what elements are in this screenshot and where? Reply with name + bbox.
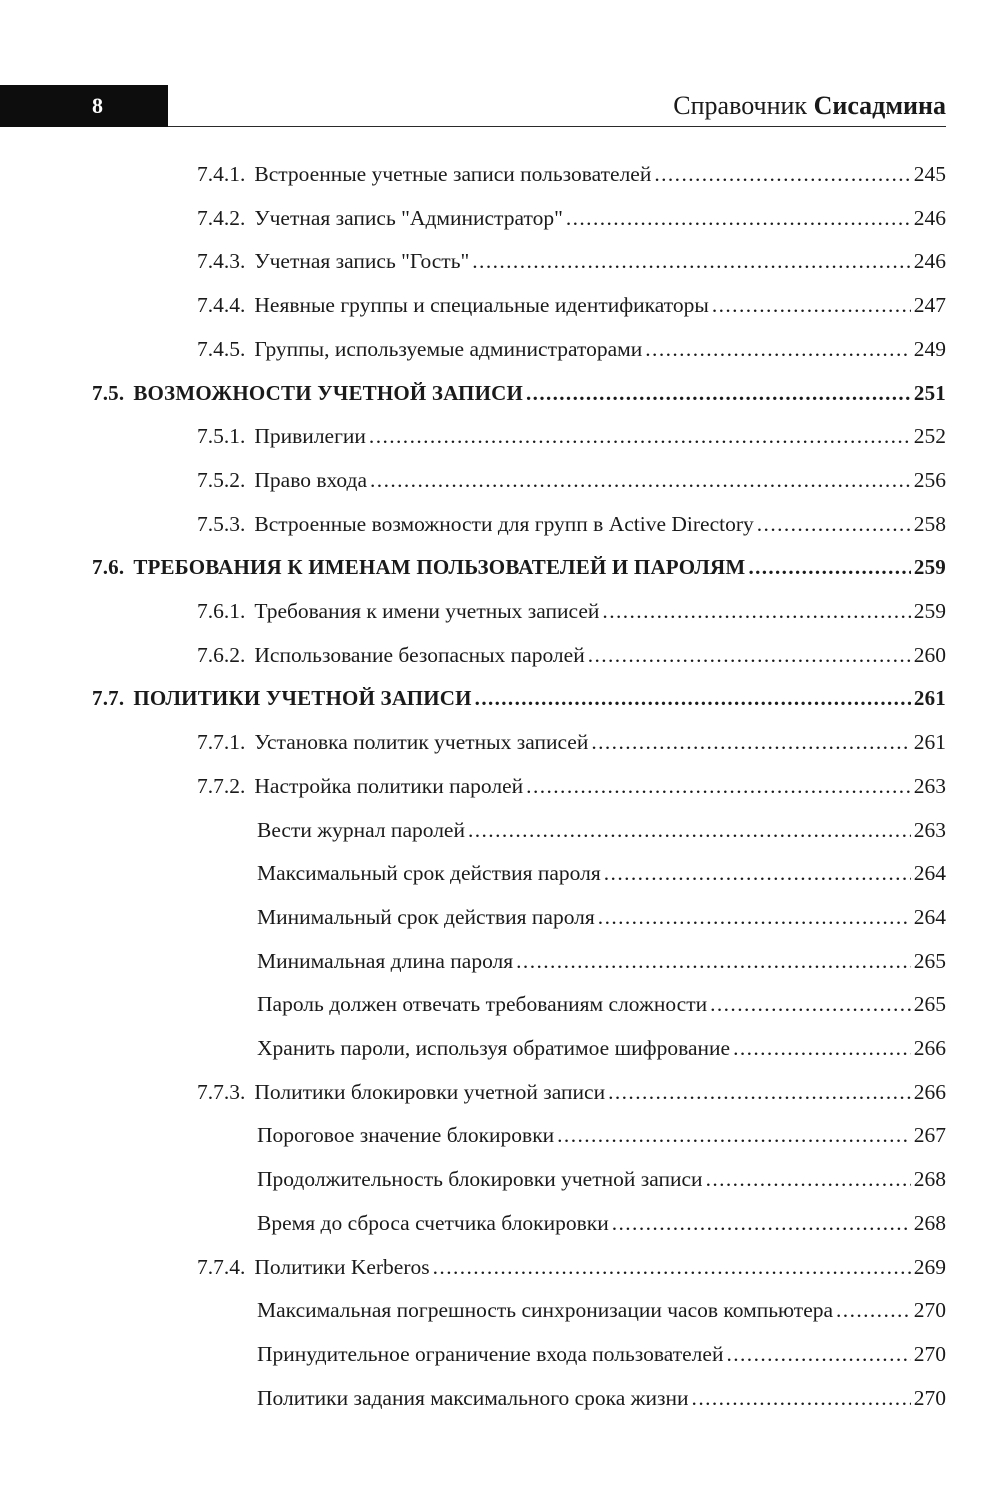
toc-entry-title: ПОЛИТИКИ УЧЕТНОЙ ЗАПИСИ xyxy=(133,686,472,711)
toc-item-entry xyxy=(257,1296,946,1324)
toc-dot-leader xyxy=(712,291,911,319)
toc-section-entry xyxy=(92,379,946,407)
toc-entry-page: 267 xyxy=(913,1123,946,1148)
toc-dot-leader xyxy=(710,990,911,1018)
toc-subsection-entry xyxy=(197,597,946,625)
toc-entry-number: 7.6.2. xyxy=(197,642,246,667)
toc-entry-page: 268 xyxy=(913,1210,946,1235)
toc-dot-leader xyxy=(557,1121,911,1149)
toc-dot-leader xyxy=(612,1209,911,1237)
toc-entry-title: Привилегии xyxy=(254,424,366,449)
toc-dot-leader xyxy=(369,422,911,450)
toc-subsection-entry xyxy=(197,335,946,363)
toc-entry-page: 269 xyxy=(913,1254,946,1279)
toc-subsection-entry xyxy=(197,1078,946,1106)
toc-subsection-entry xyxy=(197,641,946,669)
toc-subsection-entry xyxy=(197,510,946,538)
toc-dot-leader xyxy=(706,1165,911,1193)
toc-dot-leader xyxy=(645,335,910,363)
toc-entry-page: 245 xyxy=(913,162,946,186)
toc-entry-title: Максимальная погрешность синхронизации часов компьютера xyxy=(257,1298,834,1323)
toc-entry-page: 261 xyxy=(913,730,946,755)
toc-entry-page: 247 xyxy=(913,293,946,318)
toc-entry-number: 7.4.1. xyxy=(197,162,246,186)
toc-entry-title: Принудительное ограничение входа пользователей xyxy=(257,1341,724,1366)
toc-dot-leader xyxy=(526,772,911,800)
toc-item-entry xyxy=(257,1209,946,1237)
toc-dot-leader xyxy=(591,728,910,756)
toc-dot-leader xyxy=(588,641,911,669)
toc-entry-title: Продолжительность блокировки учетной записи xyxy=(257,1167,703,1192)
toc-item-entry xyxy=(257,903,946,931)
toc-entry-title: Хранить пароли, используя обратимое шифрование xyxy=(257,1036,731,1060)
toc-entry-page: 265 xyxy=(913,948,946,973)
toc-subsection-entry xyxy=(197,204,946,232)
toc-entry-page: 252 xyxy=(913,424,946,449)
toc-entry-page: 261 xyxy=(913,686,946,711)
toc-entry-title: Минимальный срок действия пароля xyxy=(257,904,595,929)
toc-entry-title: Минимальная длина пароля xyxy=(257,948,514,973)
toc-entry-page: 251 xyxy=(913,380,946,405)
toc-section-entry xyxy=(92,684,946,712)
toc-entry-title: Политики блокировки учетной записи xyxy=(254,1079,606,1104)
toc-item-entry xyxy=(257,1384,946,1412)
toc-entry-page: 263 xyxy=(913,817,946,842)
toc-entry-title: Право входа xyxy=(254,467,368,492)
toc-subsection-entry xyxy=(197,291,946,319)
toc-item-entry xyxy=(257,1034,946,1062)
toc-entry-page: 258 xyxy=(913,511,946,536)
toc-entry-number: 7.7.2. xyxy=(197,773,246,798)
toc-dot-leader xyxy=(516,947,911,975)
toc-item-entry xyxy=(257,1121,946,1149)
toc-entry-title: Группы, используемые администраторами xyxy=(254,336,643,361)
toc-dot-leader xyxy=(566,204,911,232)
toc-dot-leader xyxy=(608,1078,911,1106)
toc-entry-page: 259 xyxy=(913,555,946,580)
toc-dot-leader xyxy=(472,247,910,275)
toc-entry-page: 249 xyxy=(913,336,946,361)
toc-dot-leader xyxy=(433,1253,911,1281)
toc-dot-leader xyxy=(602,597,910,625)
toc-entry-number: 7.4.4. xyxy=(197,293,246,318)
toc-entry-page: 259 xyxy=(913,599,946,623)
toc-item-entry xyxy=(257,1165,946,1193)
toc-entry-page: 264 xyxy=(913,904,946,929)
toc-entry-page: 263 xyxy=(913,773,946,798)
toc-entry-title: Встроенные учетные записи пользователей xyxy=(254,162,652,186)
toc-item-entry xyxy=(257,947,946,975)
toc-entry-page: 246 xyxy=(913,249,946,274)
toc-subsection-entry xyxy=(197,728,946,756)
toc-item-entry xyxy=(257,1340,946,1368)
toc-entry-title: Неявные группы и специальные идентификаторы xyxy=(254,293,709,318)
toc-subsection-entry xyxy=(197,466,946,494)
toc-dot-leader xyxy=(726,1340,910,1368)
toc-entry-page: 270 xyxy=(913,1341,946,1366)
toc-entry-title: ТРЕБОВАНИЯ К ИМЕНАМ ПОЛЬЗОВАТЕЛЕЙ И ПАРОЛЯМ xyxy=(133,555,746,580)
toc-dot-leader xyxy=(748,553,910,581)
toc-entry-number: 7.5.2. xyxy=(197,467,246,492)
toc-dot-leader xyxy=(526,379,911,407)
toc-entry-page: 270 xyxy=(913,1298,946,1323)
toc-entry-title: Настройка политики паролей xyxy=(254,773,524,798)
toc-entry-number: 7.7. xyxy=(92,686,125,711)
toc-dot-leader xyxy=(836,1296,911,1324)
book-title-bold: Сисадмина xyxy=(813,91,946,120)
toc-entry-number: 7.5. xyxy=(92,380,125,405)
toc-entry-number: 7.5.3. xyxy=(197,511,246,536)
toc-entry-page: 260 xyxy=(913,642,946,667)
toc-section-entry xyxy=(92,553,946,581)
toc-entry-number: 7.4.2. xyxy=(197,205,246,230)
toc-subsection-entry xyxy=(197,160,946,188)
toc-entry-title: ВОЗМОЖНОСТИ УЧЕТНОЙ ЗАПИСИ xyxy=(133,380,524,405)
toc-subsection-entry xyxy=(197,422,946,450)
toc-dot-leader xyxy=(757,510,911,538)
toc-entry-page: 266 xyxy=(913,1036,946,1060)
toc-entry-number: 7.6. xyxy=(92,555,125,580)
toc-entry-title: Пароль должен отвечать требованиям сложности xyxy=(257,992,708,1017)
toc-entry-page: 246 xyxy=(913,205,946,230)
toc-entry-title: Учетная запись "Гость" xyxy=(254,249,470,274)
toc-subsection-entry xyxy=(197,247,946,275)
toc-entry-page: 265 xyxy=(913,992,946,1017)
toc-entry-number: 7.7.1. xyxy=(197,730,246,755)
toc-entry-page: 268 xyxy=(913,1167,946,1192)
toc-entry-title: Политики Kerberos xyxy=(254,1254,430,1279)
toc-entry-title: Встроенные возможности для групп в Active Directory xyxy=(254,511,754,536)
book-title-regular: Справочник xyxy=(673,91,814,120)
toc-dot-leader xyxy=(692,1384,911,1412)
toc-entry-title: Максимальный срок действия пароля xyxy=(257,861,601,886)
toc-subsection-entry xyxy=(197,772,946,800)
toc-entry-title: Вести журнал паролей xyxy=(257,817,465,842)
toc-item-entry xyxy=(257,816,946,844)
toc-entry-number: 7.4.5. xyxy=(197,336,246,361)
toc-dot-leader xyxy=(733,1034,911,1062)
toc-entry-page: 266 xyxy=(913,1079,946,1104)
toc-entry-title: Требования к имени учетных записей xyxy=(254,599,600,623)
toc-entry-number: 7.7.3. xyxy=(197,1079,246,1104)
toc-dot-leader xyxy=(654,160,910,188)
toc-entry-title: Политики задания максимального срока жизни xyxy=(257,1385,689,1410)
toc-dot-leader xyxy=(598,903,911,931)
toc-item-entry xyxy=(257,859,946,887)
toc-entry-page: 264 xyxy=(913,861,946,886)
toc-item-entry xyxy=(257,990,946,1018)
toc-subsection-entry xyxy=(197,1253,946,1281)
toc-dot-leader xyxy=(370,466,911,494)
toc-entry-number: 7.4.3. xyxy=(197,249,246,274)
toc-entry-title: Пороговое значение блокировки xyxy=(257,1123,555,1148)
page-number: 8 xyxy=(92,93,103,118)
toc-entry-page: 256 xyxy=(913,467,946,492)
toc-entry-number: 7.7.4. xyxy=(197,1254,246,1279)
toc-dot-leader xyxy=(475,684,911,712)
toc-entry-number: 7.5.1. xyxy=(197,424,246,449)
toc-entry-title: Использование безопасных паролей xyxy=(254,642,585,667)
toc-dot-leader xyxy=(468,816,911,844)
toc-entry-title: Время до сброса счетчика блокировки xyxy=(257,1210,609,1235)
toc-entry-number: 7.6.1. xyxy=(197,599,246,623)
toc-dot-leader xyxy=(604,859,911,887)
toc-entry-title: Установка политик учетных записей xyxy=(254,730,589,755)
toc-entry-page: 270 xyxy=(913,1385,946,1410)
toc-entry-title: Учетная запись "Администратор" xyxy=(254,205,563,230)
